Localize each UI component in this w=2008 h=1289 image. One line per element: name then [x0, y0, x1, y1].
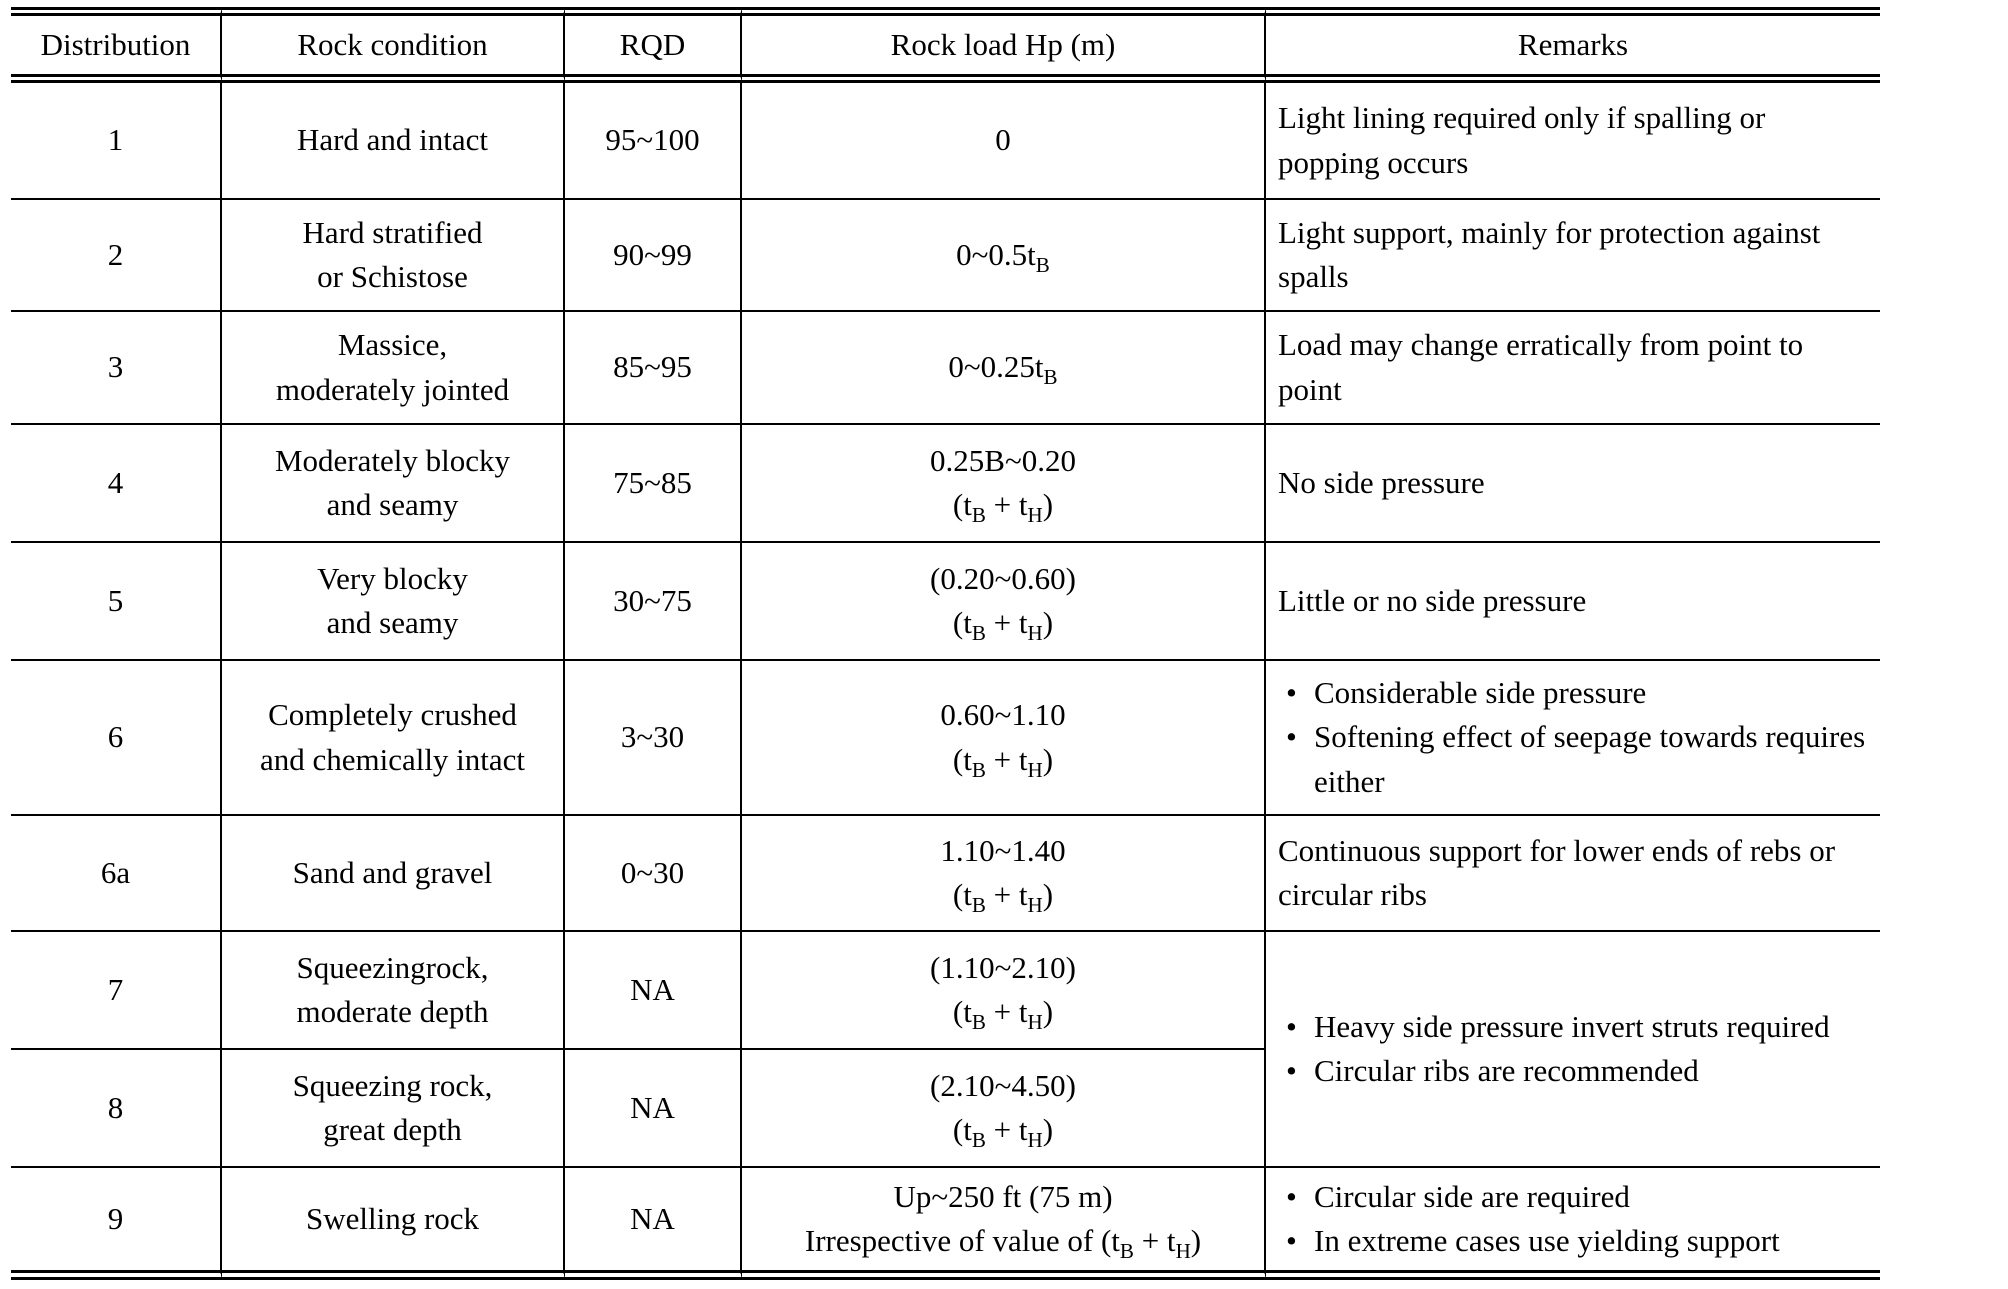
cell-remarks [1266, 1166, 1880, 1280]
cell-rock-load: $0\sim 0.25t_B$ [742, 310, 1266, 423]
cell-rqd: 3~30 [565, 659, 742, 814]
table-row-6 [11, 659, 1880, 814]
cell-remarks [1266, 198, 1880, 310]
cell-distribution: 9 [11, 1166, 222, 1280]
cell-rock-condition: Squeezingrock, moderate depth [222, 930, 565, 1048]
cell-remarks [1266, 83, 1880, 198]
cell-distribution: 5 [11, 541, 222, 659]
bullet-icon: • [1286, 719, 1297, 755]
remark-line: • Circular ribs are recommended [1278, 1049, 1872, 1093]
cell-rock-condition: Sand and gravel [222, 814, 565, 930]
cell-distribution: 3 [11, 310, 222, 423]
rock-load-classification-table [11, 7, 1880, 1280]
table-row-1 [11, 83, 1880, 198]
cell-rock-load: 1.10~1.40 $(t_B + t_H)$ [742, 814, 1266, 930]
cell-rqd: NA [565, 930, 742, 1048]
cell-distribution: 7 [11, 930, 222, 1048]
cell-rqd: NA [565, 1048, 742, 1166]
cell-remarks [1266, 659, 1880, 814]
cell-rqd: 90~99 [565, 198, 742, 310]
table-row-2 [11, 198, 1880, 310]
cell-remarks [1266, 814, 1880, 930]
cell-rqd: 75~85 [565, 423, 742, 541]
cell-remarks [1266, 930, 1880, 1166]
remark-line: Light lining required only if spalling or popping occurs [1278, 100, 1766, 180]
cell-rock-condition: Moderately blocky and seamy [222, 423, 565, 541]
cell-rock-load: Up~250 ft (75 m) Irrespective of value of $(t_B + t_H)$ [742, 1166, 1266, 1280]
col-header-rqd: RQD [565, 7, 742, 83]
table-row-7 [11, 930, 1880, 1048]
bullet-icon: • [1286, 1008, 1297, 1044]
cell-remarks [1266, 541, 1880, 659]
cell-rock-condition: Hard stratified or Schistose [222, 198, 565, 310]
table-row-9 [11, 1166, 1880, 1280]
cell-rock-condition: Very blocky and seamy [222, 541, 565, 659]
cell-rqd: 95~100 [565, 83, 742, 198]
cell-rock-condition: Swelling rock [222, 1166, 565, 1280]
col-header-rock-load: Rock load Hp (m) [742, 7, 1266, 83]
remark-line: Little or no side pressure [1278, 582, 1587, 618]
cell-rock-condition: Massice, moderately jointed [222, 310, 565, 423]
cell-rock-load: (1.10~2.10) $(t_B + t_H)$ [742, 930, 1266, 1048]
table-row-4 [11, 423, 1880, 541]
remark-line: • Softening effect of seepage towards requires either [1278, 715, 1872, 803]
cell-distribution: 2 [11, 198, 222, 310]
cell-rock-load: (2.10~4.50) $(t_B + t_H)$ [742, 1048, 1266, 1166]
col-header-distribution: Distribution [11, 7, 222, 83]
cell-rock-condition: Completely crushed and chemically intact [222, 659, 565, 814]
cell-rqd: 0~30 [565, 814, 742, 930]
cell-rock-load: 0.60~1.10 $(t_B + t_H)$ [742, 659, 1266, 814]
remark-line: No side pressure [1278, 464, 1485, 500]
bullet-icon: • [1286, 1053, 1297, 1088]
cell-rock-load: 0 [742, 83, 1266, 198]
remark-line: • Circular side are required [1278, 1175, 1872, 1219]
header-row [11, 7, 1880, 83]
remark-line: • Considerable side pressure [1278, 671, 1872, 715]
table-row-5 [11, 541, 1880, 659]
remark-line: Load may change erratically from point to point [1278, 327, 1804, 407]
cell-rock-load: 0.25B~0.20 $(t_B + t_H)$ [742, 423, 1266, 541]
cell-rqd: NA [565, 1166, 742, 1280]
col-header-rock-condition: Rock condition [222, 7, 565, 83]
cell-rock-condition: Squeezing rock, great depth [222, 1048, 565, 1166]
remark-line: Light support, mainly for protection against spalls [1278, 214, 1821, 294]
cell-distribution: 6 [11, 659, 222, 814]
remark-line: • In extreme cases use yielding support [1278, 1219, 1872, 1263]
cell-distribution: 6a [11, 814, 222, 930]
cell-remarks [1266, 423, 1880, 541]
table-row-3 [11, 310, 1880, 423]
bullet-icon: • [1286, 1178, 1297, 1214]
remark-line: • Heavy side pressure invert struts required [1278, 1005, 1872, 1049]
cell-rock-condition: Hard and intact [222, 83, 565, 198]
cell-distribution: 4 [11, 423, 222, 541]
cell-rqd: 85~95 [565, 310, 742, 423]
cell-remarks [1266, 310, 1880, 423]
bullet-icon: • [1286, 675, 1297, 711]
cell-rock-load: (0.20~0.60) $(t_B + t_H)$ [742, 541, 1266, 659]
col-header-remarks: Remarks [1266, 7, 1880, 83]
cell-rock-load: $0\sim 0.5t_B$ [742, 198, 1266, 310]
cell-distribution: 8 [11, 1048, 222, 1166]
cell-rqd: 30~75 [565, 541, 742, 659]
remark-line: Continuous support for lower ends of rebs or circular ribs [1278, 832, 1836, 912]
cell-distribution: 1 [11, 83, 222, 198]
bullet-icon: • [1286, 1223, 1297, 1258]
table-row-6a [11, 814, 1880, 930]
